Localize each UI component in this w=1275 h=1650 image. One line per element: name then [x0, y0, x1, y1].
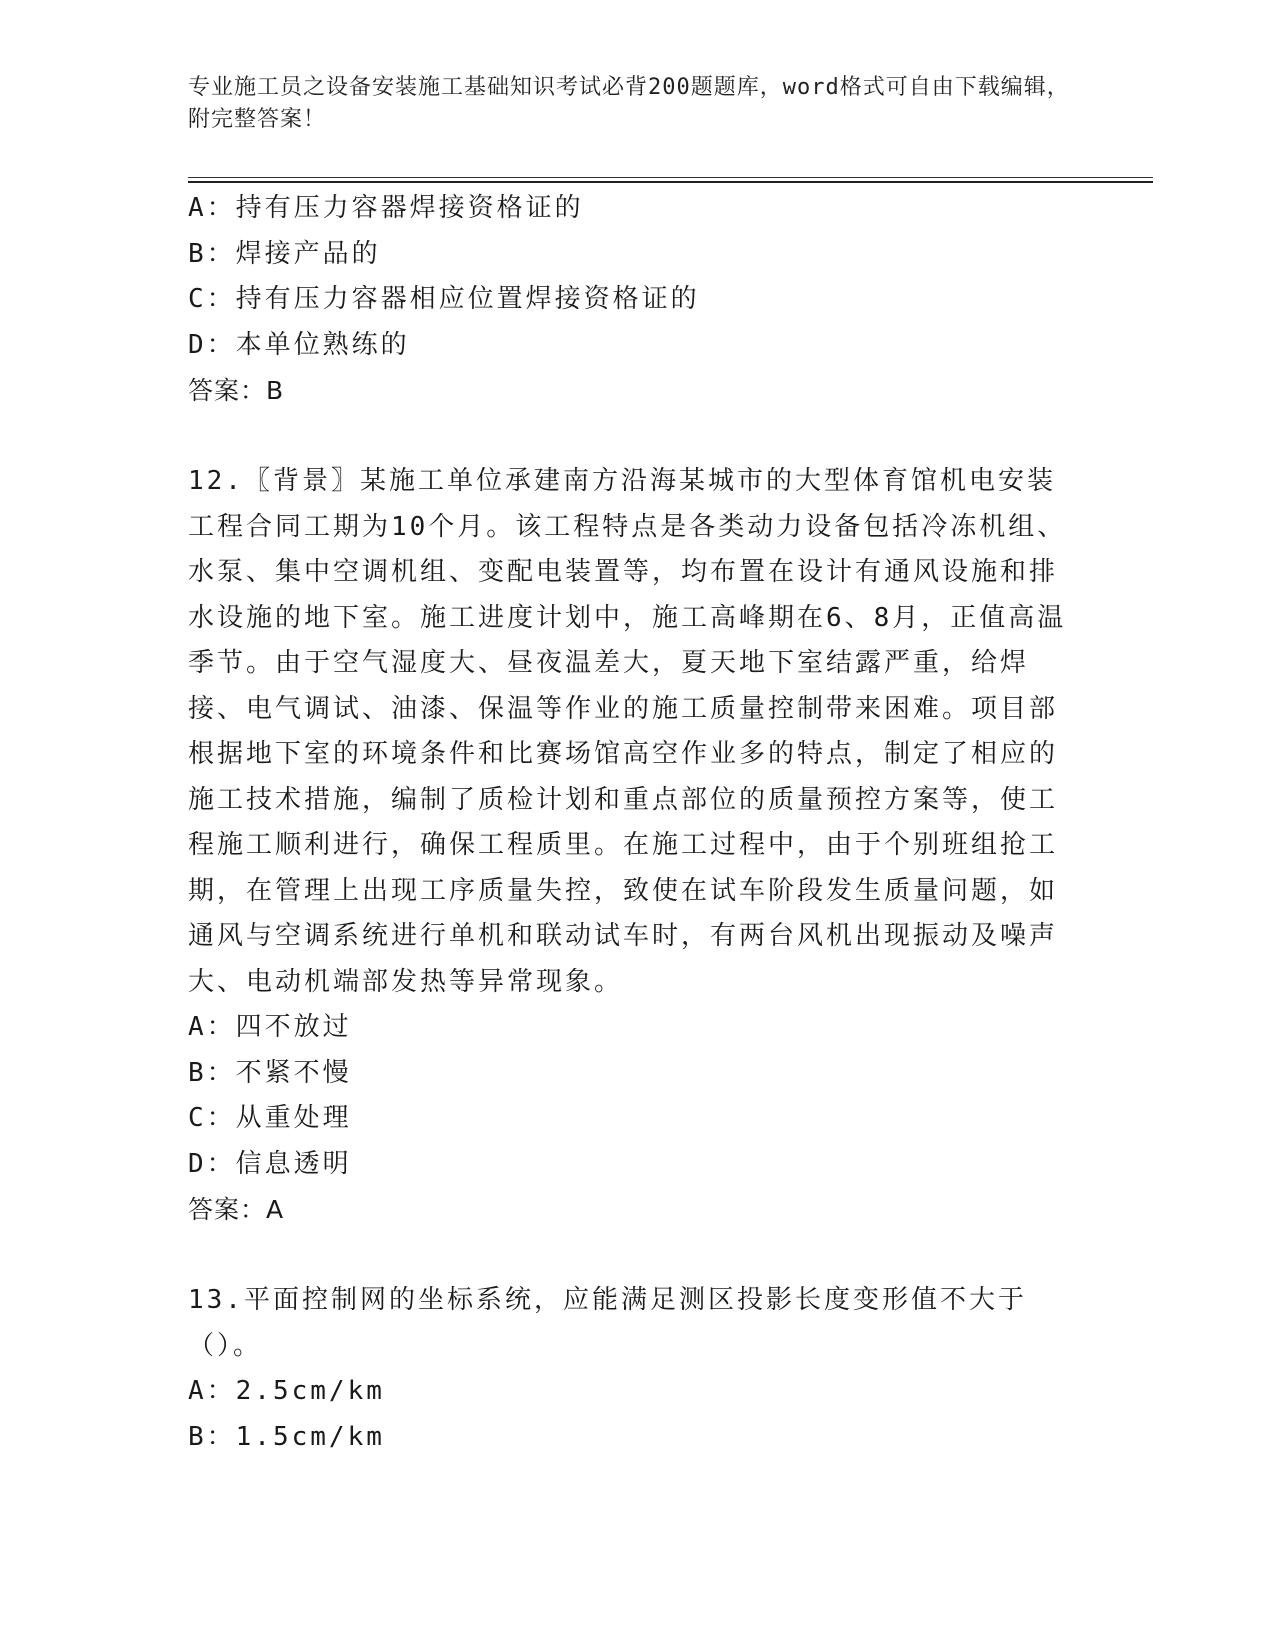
question-11-block: [188, 186, 1078, 414]
option-b: B：焊接产品的: [188, 238, 381, 269]
option-b: B：不紧不慢: [188, 1057, 352, 1088]
option-a: A：四不放过: [188, 1012, 352, 1042]
answer-line: 答案：A: [188, 1195, 285, 1224]
document-header: 专业施工员之设备安装施工基础知识考试必背200题题库，word格式可自由下载编辑，附完整答案！: [188, 75, 1070, 132]
option-d: D：信息透明: [188, 1148, 352, 1179]
header-divider-thick: [188, 181, 1153, 183]
question-text: 13.平面控制网的坐标系统，应能满足测区投影长度变形值不大于（）。: [188, 1285, 1027, 1361]
option-a: A：2.5cm/km: [188, 1376, 385, 1406]
option-a: A：持有压力容器焊接资格证的: [188, 193, 584, 223]
header-divider-thin: [188, 177, 1153, 178]
spacer: [188, 414, 1078, 460]
spacer: [188, 1233, 1078, 1279]
option-c: C：从重处理: [188, 1103, 352, 1133]
document-body: [188, 186, 1078, 1460]
option-b: B：1.5cm/km: [188, 1421, 385, 1452]
answer-line: 答案：B: [188, 376, 285, 405]
option-d: D：本单位熟练的: [188, 329, 410, 360]
option-c: C：持有压力容器相应位置焊接资格证的: [188, 284, 700, 314]
question-12-block: [188, 459, 1078, 1233]
question-text: 12.〖背景〗某施工单位承建南方沿海某城市的大型体育馆机电安装工程合同工期为10个月。该工程特点是各类动力设备包括冷冻机组、水泵、集中空调机组、变配电装置等，均布置在设计有通风设施和排水设施的地下室。施工进度计划中，施工高峰期在6、8月，正值高温季节。由于空气湿度大、昼夜温差大，夏天地下室结露严重，给焊接、电气调试、油漆、保温等作业的施工质量控制带来困难。项目部根据地下室的环境条件和比赛场馆高空作业多的特点，制定了相应的施工技术措施，编制了质检计划和重点部位的质量预控方案等，使工程施工顺利进行，确保工程质里。在施工过程中，由于个别班组抢工期，在管理上出现工序质量失控，致使在试车阶段发生质量问题，如通风与空调系统进行单机和联动试车时，有两台风机出现振动及噪声大、电动机端部发热等异常现象。: [188, 466, 1067, 997]
question-13-block: [188, 1278, 1078, 1460]
